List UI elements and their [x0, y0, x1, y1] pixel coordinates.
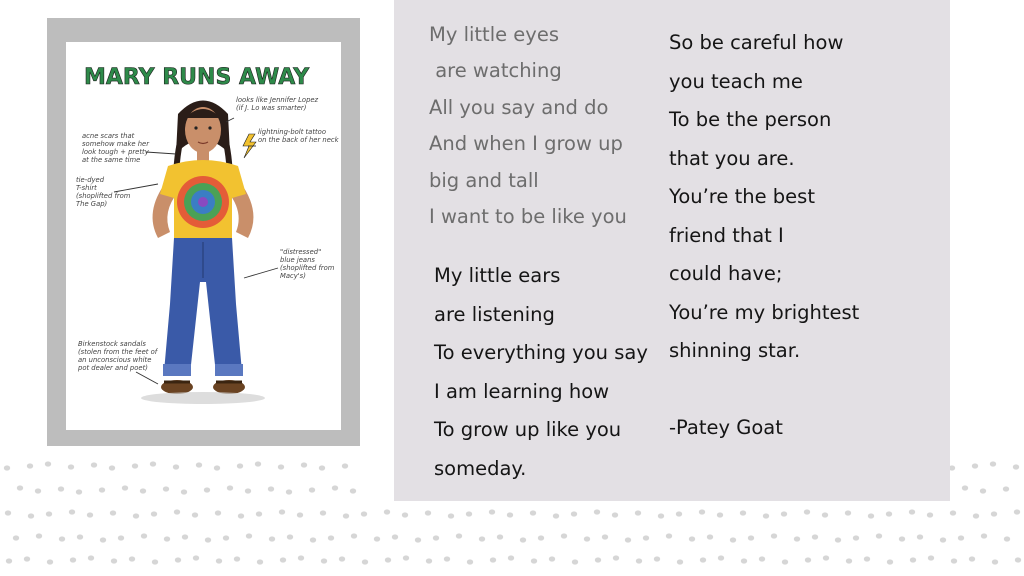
decorative-dot — [269, 536, 275, 541]
decorative-dot — [950, 510, 956, 515]
poem-line: To grow up like you — [434, 418, 622, 442]
decorative-dot — [1014, 509, 1020, 514]
decorative-dot — [489, 509, 495, 514]
decorative-dot — [497, 534, 503, 539]
decorative-dot — [205, 537, 211, 542]
decorative-dot — [402, 512, 408, 517]
decorative-dot — [625, 537, 631, 542]
decorative-dot — [782, 559, 788, 564]
decorative-dot — [17, 485, 23, 490]
decorative-dot — [152, 559, 158, 564]
decorative-dot — [227, 485, 233, 490]
illustration-annotation: acne scars that somehow make her look tough + pretty at the same time — [82, 132, 150, 164]
decorative-dot — [350, 488, 356, 493]
poem-line: You’re my brightest — [669, 300, 860, 324]
decorative-dot — [991, 511, 997, 516]
decorative-dot — [969, 556, 975, 561]
decorative-dot — [181, 489, 187, 494]
decorative-dot — [204, 487, 210, 492]
poem-line: are watching — [429, 59, 562, 83]
decorative-dot — [1004, 536, 1010, 541]
decorative-dot — [328, 535, 334, 540]
decorative-dot — [58, 486, 64, 491]
decorative-dot — [246, 533, 252, 538]
poem-line: My little ears — [434, 264, 561, 287]
illustration-annotation: Birkenstock sandals (stolen from the feet of an unconscious white pot dealer and poet) — [78, 340, 158, 372]
decorative-dot — [301, 462, 307, 467]
decorative-dot — [940, 537, 946, 542]
decorative-dot — [76, 489, 82, 494]
decorative-dot — [718, 555, 724, 560]
decorative-dot — [403, 555, 409, 560]
decorative-dot — [173, 464, 179, 469]
decorative-dot — [77, 534, 83, 539]
poem-line: big and tall — [429, 168, 539, 192]
poem-line: could have; — [669, 262, 783, 285]
poem-line: I am learning how — [434, 379, 610, 403]
decorative-dot — [47, 559, 53, 564]
poem-line: I want to be like you — [429, 204, 627, 228]
decorative-dot — [700, 557, 706, 562]
poem-signature: -Patey Goat — [669, 416, 783, 439]
decorative-dot — [520, 537, 526, 542]
decorative-dot — [927, 512, 933, 517]
decorative-dot — [530, 510, 536, 515]
decorative-dot — [876, 533, 882, 538]
decorative-dot — [122, 485, 128, 490]
decorative-dot — [1003, 486, 1009, 491]
decorative-dot — [361, 511, 367, 516]
poem-line: someday. — [434, 456, 527, 480]
decorative-dot — [771, 533, 777, 538]
decorative-dot — [479, 536, 485, 541]
decorative-dot — [531, 558, 537, 563]
decorative-dot — [133, 513, 139, 518]
decorative-dot — [561, 533, 567, 538]
decorative-dot — [286, 489, 292, 494]
decorative-dot — [643, 535, 649, 540]
decorative-dot — [351, 533, 357, 538]
decorative-dot — [298, 555, 304, 560]
decorative-dot — [845, 510, 851, 515]
decorative-dot — [538, 535, 544, 540]
decorative-dot — [287, 534, 293, 539]
decorative-dot — [36, 533, 42, 538]
decorative-dot — [864, 556, 870, 561]
poem-line: All you say and do — [429, 95, 609, 119]
decorative-dot — [658, 513, 664, 518]
decorative-dot — [215, 510, 221, 515]
poem-line: My little eyes — [429, 23, 559, 46]
decorative-dot — [781, 511, 787, 516]
illustration-frame — [47, 18, 360, 446]
decorative-dot — [748, 535, 754, 540]
decorative-dot — [689, 536, 695, 541]
decorative-dot — [99, 487, 105, 492]
decorative-dot — [110, 510, 116, 515]
decorative-dot — [571, 511, 577, 516]
decorative-dot — [118, 535, 124, 540]
decorative-dot — [91, 462, 97, 467]
decorative-dot — [310, 537, 316, 542]
decorative-dot — [174, 509, 180, 514]
decorative-dot — [759, 556, 765, 561]
decorative-dot — [490, 557, 496, 562]
decorative-dot — [278, 464, 284, 469]
illustration-annotation: "distressed" blue jeans (shoplifted from Macy's) — [280, 248, 335, 280]
decorative-dot — [899, 536, 905, 541]
decorative-dot — [87, 512, 93, 517]
decorative-dot — [636, 558, 642, 563]
decorative-dot — [321, 558, 327, 563]
illustration-annotation: looks like Jennifer Lopez (if J. Lo was smarter) — [236, 96, 319, 112]
poem-line: friend that I — [669, 223, 784, 247]
decorative-dot — [216, 558, 222, 563]
decorative-dot — [602, 534, 608, 539]
comic-title-text: MARY RUNS AWAY — [84, 65, 310, 90]
decorative-dot — [928, 555, 934, 560]
decorative-dot — [319, 465, 325, 470]
decorative-dot — [740, 510, 746, 515]
decorative-dot — [69, 509, 75, 514]
decorative-dot — [853, 535, 859, 540]
decorative-dot — [268, 486, 274, 491]
decorative-dot — [822, 512, 828, 517]
decorative-dot — [654, 556, 660, 561]
decorative-dot — [823, 555, 829, 560]
decorative-dot — [5, 510, 11, 515]
decorative-dot — [958, 535, 964, 540]
decorative-dot — [676, 511, 682, 516]
decorative-dot — [343, 513, 349, 518]
decorative-dot — [508, 555, 514, 560]
decorative-dot — [255, 461, 261, 466]
decorative-dot — [1015, 557, 1021, 562]
decorative-dot — [182, 534, 188, 539]
decorative-dot — [27, 463, 33, 468]
decorative-dot — [339, 556, 345, 561]
decorative-dot — [992, 559, 998, 564]
poem-stanza-1 — [429, 21, 627, 239]
decorative-dot — [245, 488, 251, 493]
decorative-dot — [805, 557, 811, 562]
decorative-dot — [553, 513, 559, 518]
decorative-dot — [507, 512, 513, 517]
decorative-dot — [467, 559, 473, 564]
decorative-dot — [280, 557, 286, 562]
decorative-dot — [111, 558, 117, 563]
decorative-dot — [163, 486, 169, 491]
decorative-dot — [362, 559, 368, 564]
decorative-dot — [309, 487, 315, 492]
decorative-dot — [666, 533, 672, 538]
mary-runs-away-illustration — [66, 42, 341, 430]
decorative-dot — [794, 536, 800, 541]
decorative-dot — [45, 461, 51, 466]
decorative-dot — [385, 557, 391, 562]
decorative-dot — [59, 536, 65, 541]
illustration-annotation: tie-dyed T-shirt (shoplifted from The Gap) — [76, 176, 131, 208]
decorative-dot — [990, 461, 996, 466]
decorative-dot — [279, 509, 285, 514]
decorative-dot — [35, 488, 41, 493]
poem-line: You’re the best — [669, 185, 815, 208]
decorative-dot — [13, 535, 19, 540]
poem-line: To be the person — [669, 108, 832, 131]
poem-line: you teach me — [669, 69, 803, 93]
decorative-dot — [164, 536, 170, 541]
decorative-dot — [257, 559, 263, 564]
decorative-dot — [763, 513, 769, 518]
decorative-dot — [238, 513, 244, 518]
decorative-dot — [70, 557, 76, 562]
decorative-dot — [1013, 464, 1019, 469]
decorative-dot — [444, 556, 450, 561]
decorative-dot — [415, 537, 421, 542]
decorative-dot — [425, 510, 431, 515]
illustration-annotation: lightning-bolt tattoo on the back of her neck — [258, 128, 339, 144]
decorative-dot — [846, 558, 852, 563]
decorative-dot — [426, 558, 432, 563]
decorative-dot — [456, 533, 462, 538]
decorative-dot — [332, 485, 338, 490]
decorative-dot — [175, 557, 181, 562]
decorative-dot — [612, 512, 618, 517]
decorative-dot — [141, 533, 147, 538]
decorative-dot — [951, 558, 957, 563]
decorative-dot — [192, 512, 198, 517]
decorative-dot — [4, 465, 10, 470]
decorative-dot — [981, 533, 987, 538]
decorative-dot — [109, 465, 115, 470]
decorative-dot — [68, 464, 74, 469]
decorative-dot — [193, 555, 199, 560]
decorative-dot — [392, 534, 398, 539]
decorative-dot — [835, 537, 841, 542]
decorative-dot — [595, 557, 601, 562]
decorative-dot — [448, 513, 454, 518]
decorative-dot — [973, 513, 979, 518]
decorative-dot — [466, 511, 472, 516]
decorative-dot — [6, 558, 12, 563]
decorative-dot — [594, 509, 600, 514]
decorative-dot — [887, 559, 893, 564]
decorative-dot — [132, 463, 138, 468]
decorative-dot — [256, 511, 262, 516]
decorative-dot — [972, 463, 978, 468]
poem-line: So be careful how — [669, 31, 844, 54]
poem-line: shinning star. — [669, 339, 801, 362]
decorative-dot — [699, 509, 705, 514]
decorative-dot — [100, 537, 106, 542]
decorative-dot — [46, 511, 52, 516]
decorative-dot — [151, 511, 157, 516]
decorative-dot — [980, 488, 986, 493]
decorative-dot — [572, 559, 578, 564]
decorative-dot — [635, 510, 641, 515]
decorative-dot — [962, 485, 968, 490]
decorative-dot — [320, 510, 326, 515]
decorative-dot — [196, 462, 202, 467]
decorative-dot — [297, 512, 303, 517]
decorative-dot — [886, 511, 892, 516]
decorative-dot — [730, 537, 736, 542]
decorative-dot — [88, 555, 94, 560]
decorative-dot — [868, 513, 874, 518]
decorative-dot — [223, 535, 229, 540]
poem-line: that you are. — [669, 146, 795, 170]
decorative-dot — [237, 463, 243, 468]
decorative-dot — [234, 556, 240, 561]
decorative-dot — [812, 534, 818, 539]
decorative-dot — [677, 559, 683, 564]
decorative-dot — [741, 558, 747, 563]
decorative-dot — [342, 463, 348, 468]
decorative-dot — [613, 555, 619, 560]
decorative-dot — [28, 513, 34, 518]
decorative-dot — [909, 509, 915, 514]
decorative-dot — [214, 465, 220, 470]
decorative-dot — [717, 512, 723, 517]
decorative-dot — [24, 556, 30, 561]
decorative-dot — [140, 488, 146, 493]
decorative-dot — [384, 509, 390, 514]
poem-line: are listening — [434, 302, 555, 326]
decorative-dot — [910, 557, 916, 562]
poem-stanza-2 — [434, 262, 648, 494]
decorative-dot — [150, 461, 156, 466]
poem-stanza-3 — [669, 29, 859, 376]
decorative-dot — [584, 536, 590, 541]
poem-line: And when I grow up — [429, 132, 623, 156]
decorative-dot — [804, 509, 810, 514]
poem-line: To everything you say — [434, 341, 648, 365]
decorative-dot — [707, 534, 713, 539]
decorative-dot — [433, 535, 439, 540]
decorative-dot — [129, 556, 135, 561]
decorative-dot — [917, 534, 923, 539]
comic-title — [84, 65, 310, 90]
decorative-dot — [549, 556, 555, 561]
decorative-dot — [374, 536, 380, 541]
